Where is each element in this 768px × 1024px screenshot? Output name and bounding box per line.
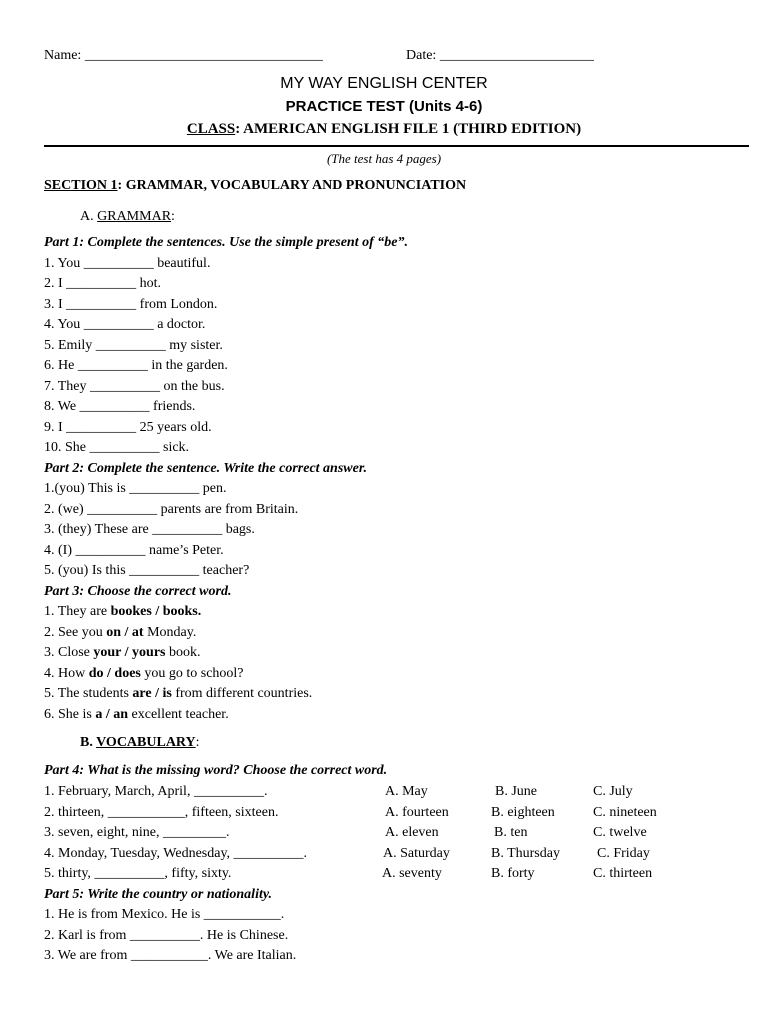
part4-option-a: A. eleven: [385, 825, 439, 840]
part4-option-b: B. forty: [491, 866, 535, 881]
part5-item: 1. He is from Mexico. He is ___________.: [44, 907, 285, 922]
part3-choice: your / yours: [93, 645, 166, 660]
part2-item: 1.(you) This is __________ pen.: [44, 481, 227, 496]
part4-option-b: B. June: [495, 784, 537, 799]
section-heading: [44, 178, 466, 194]
grammar-prefix: A.: [80, 209, 98, 224]
part1-item: 1. You __________ beautiful.: [44, 256, 211, 271]
part3-item-text: 6. She is: [44, 707, 96, 722]
name-field-label: Name: __________________________________: [44, 48, 323, 63]
part1-item: 2. I __________ hot.: [44, 276, 162, 291]
part3-item: [44, 645, 200, 661]
test-title: PRACTICE TEST (Units 4-6): [285, 98, 483, 115]
class-label: CLASS: [186, 121, 236, 137]
part3-item-text: excellent teacher.: [128, 707, 229, 722]
part5-item: 3. We are from ___________. We are Italian.: [44, 948, 297, 963]
grammar-suffix: :: [171, 209, 175, 224]
part4-question: 3. seven, eight, nine, _________.: [44, 825, 230, 840]
school-name: MY WAY ENGLISH CENTER: [280, 75, 488, 92]
class-value: : AMERICAN ENGLISH FILE 1 (THIRD EDITION): [235, 121, 582, 137]
section-title: : GRAMMAR, VOCABULARY AND PRONUNCIATION: [117, 178, 467, 193]
part3-item: [44, 604, 201, 620]
part3-choice: do / does: [88, 666, 141, 681]
part3-item-text: book.: [165, 645, 201, 660]
date-field-label: Date: ______________________: [406, 48, 594, 63]
part5-item: 2. Karl is from __________. He is Chinese.: [44, 928, 289, 943]
part3-item-text: 4. How: [44, 666, 89, 681]
vocabulary-prefix: B.: [80, 735, 97, 750]
part2-item: 2. (we) __________ parents are from Britain.: [44, 502, 299, 517]
part3-item: [44, 707, 229, 723]
part3-item: [44, 686, 312, 702]
part4-option-a: A. May: [385, 784, 428, 799]
part1-item: 3. I __________ from London.: [44, 297, 218, 312]
class-line: [0, 121, 768, 138]
part2-title: Part 2: Complete the sentence. Write the correct answer.: [44, 461, 368, 476]
part1-item: 4. You __________ a doctor.: [44, 317, 206, 332]
vocabulary-label: VOCABULARY: [96, 735, 196, 750]
vocabulary-heading: [80, 735, 200, 751]
part4-option-c: C. twelve: [593, 825, 647, 840]
part1-item: 6. He __________ in the garden.: [44, 358, 228, 373]
part3-choice: a / an: [95, 707, 129, 722]
part3-item-text: 3. Close: [44, 645, 94, 660]
part3-item-text: 5. The students: [44, 686, 133, 701]
part1-item: 10. She __________ sick.: [44, 440, 190, 455]
part1-title: Part 1: Complete the sentences. Use the simple present of “be”.: [44, 235, 408, 250]
part4-option-c: C. July: [593, 784, 633, 799]
grammar-label: GRAMMAR: [97, 209, 172, 224]
part4-question: 2. thirteen, ___________, fifteen, sixteen.: [44, 805, 279, 820]
part2-item: 3. (they) These are __________ bags.: [44, 522, 255, 537]
part4-question: 1. February, March, April, __________.: [44, 784, 268, 799]
part4-question: 4. Monday, Tuesday, Wednesday, __________.: [44, 846, 308, 861]
section-label: SECTION 1: [44, 178, 118, 193]
part3-item-text: you go to school?: [140, 666, 244, 681]
part3-item-text: Monday.: [143, 625, 197, 640]
part4-option-a: A. seventy: [382, 866, 442, 881]
header-divider: [44, 145, 749, 147]
part4-option-b: B. ten: [494, 825, 528, 840]
grammar-heading: [80, 209, 175, 225]
part5-title: Part 5: Write the country or nationality.: [44, 887, 273, 902]
part4-option-b: B. eighteen: [491, 805, 555, 820]
part3-choice: are / is: [132, 686, 172, 701]
pages-note: (The test has 4 pages): [326, 151, 442, 166]
part3-item-text: 2. See you: [44, 625, 107, 640]
part1-item: 5. Emily __________ my sister.: [44, 338, 223, 353]
part3-item: [44, 625, 196, 641]
part4-option-c: C. thirteen: [593, 866, 653, 881]
part4-option-b: B. Thursday: [491, 846, 560, 861]
part4-option-a: A. Saturday: [383, 846, 450, 861]
part3-item-text: from different countries.: [171, 686, 313, 701]
part1-item: 9. I __________ 25 years old.: [44, 420, 212, 435]
part4-option-c: C. nineteen: [593, 805, 657, 820]
part1-item: 7. They __________ on the bus.: [44, 379, 225, 394]
part4-question: 5. thirty, __________, fifty, sixty.: [44, 866, 232, 881]
part3-choice: on / at: [106, 625, 144, 640]
part3-item-text: 1. They are: [44, 604, 111, 619]
part3-choice: bookes / books.: [110, 604, 202, 619]
part3-item: [44, 666, 244, 682]
part2-item: 5. (you) Is this __________ teacher?: [44, 563, 250, 578]
part4-option-a: A. fourteen: [385, 805, 449, 820]
part4-option-c: C. Friday: [597, 846, 650, 861]
part1-item: 8. We __________ friends.: [44, 399, 196, 414]
part2-item: 4. (I) __________ name’s Peter.: [44, 543, 224, 558]
part4-title: Part 4: What is the missing word? Choose the correct word.: [44, 763, 388, 778]
vocabulary-suffix: :: [195, 735, 200, 750]
part3-title: Part 3: Choose the correct word.: [44, 584, 232, 599]
